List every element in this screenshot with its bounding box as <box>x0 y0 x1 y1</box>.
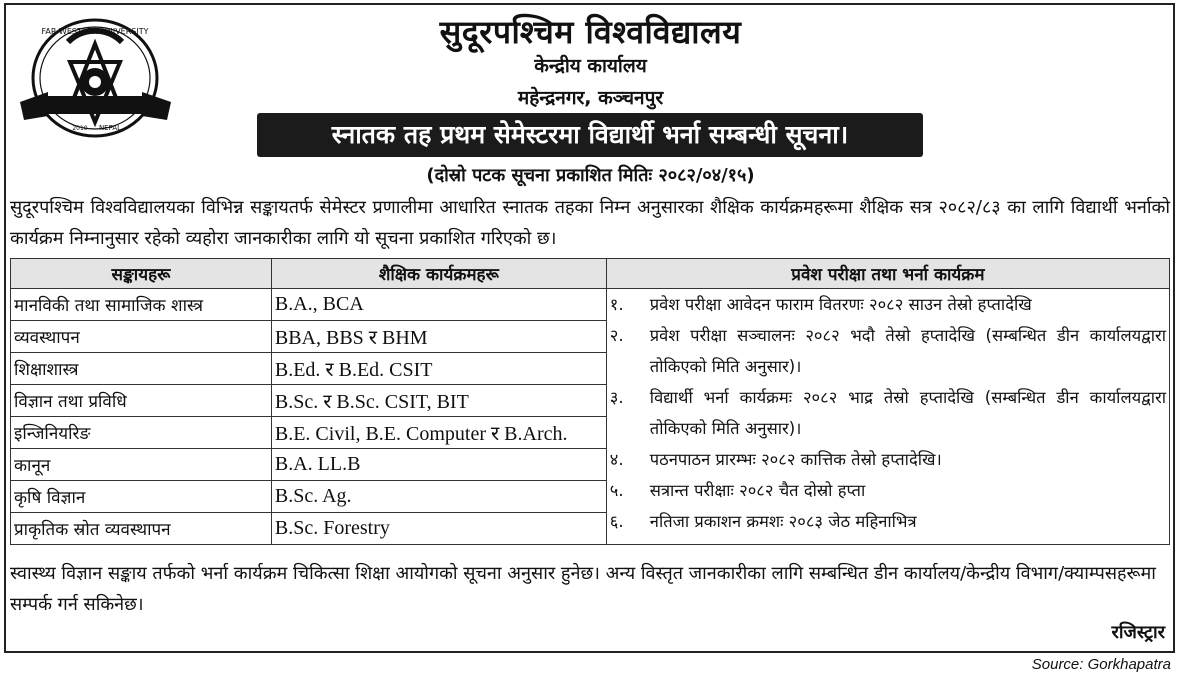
faculty-cell: कानून <box>11 449 272 481</box>
notice-title: स्नातक तह प्रथम सेमेस्टरमा विद्यार्थी भर्ना सम्बन्धी सूचना। <box>257 113 923 157</box>
publish-note: (दोस्रो पटक सूचना प्रकाशित मितिः २०८२/०४/१५) <box>426 165 755 186</box>
faculty-cell: प्राकृतिक स्रोत व्यवस्थापन <box>11 513 272 545</box>
programs-cell: B.Sc. Ag. <box>271 481 606 513</box>
header-schedule: प्रवेश परीक्षा तथा भर्ना कार्यक्रम <box>606 259 1169 289</box>
programs-table <box>10 258 1170 545</box>
faculty-cell: व्यवस्थापन <box>11 321 272 353</box>
source-credit: Source: Gorkhapatra <box>1031 656 1171 673</box>
schedule-item: ६. नतिजा प्रकाशन क्रमशः २०८३ जेठ महिनाभित्र <box>609 512 917 531</box>
programs-cell: BBA, BBS र BHM <box>271 321 606 353</box>
table-header-row <box>11 259 1170 289</box>
header-programs: शैक्षिक कार्यक्रमहरू <box>271 259 606 289</box>
faculty-cell: इन्जिनियरिङ <box>11 417 272 449</box>
schedule-item: ४. पठनपाठन प्रारम्भः २०८२ कात्तिक तेस्रो हप्तादेखि। <box>609 450 942 469</box>
header-faculties: सङ्कायहरू <box>11 259 272 289</box>
programs-cell: B.A. LL.B <box>271 449 606 481</box>
schedule-item: ३. विद्यार्थी भर्ना कार्यक्रमः २०८२ भाद्र तेस्रो हप्तादेखि (सम्बन्धित डीन कार्यालयद्वारा तोकिएको मिति अनुसार)। <box>609 388 1166 438</box>
logo-text-bottom: NEPAL <box>98 124 122 132</box>
logo-text-est: 2010 <box>72 125 88 132</box>
faculty-cell: कृषि विज्ञान <box>11 481 272 513</box>
schedule-cell <box>606 289 1169 545</box>
intro-paragraph: सुदूरपश्चिम विश्वविद्यालयका विभिन्न सङ्कायतर्फ सेमेस्टर प्रणालीमा आधारित स्नातक तहका निम्न अनुसारका शैक्षिक कार्यक्रमहरूमा शैक्षिक सत्र २०८२/८३ का लागि विद्यार्थी भर्नाको कार्यक्रम निम्नानुसार रहेको व्यहोरा जानकारीका लागि यो सूचना प्रकाशित गरिएको छ। <box>10 197 1170 249</box>
programs-cell: B.Sc. Forestry <box>271 513 606 545</box>
programs-cell: B.Sc. र B.Sc. CSIT, BIT <box>271 385 606 417</box>
signature: रजिस्ट्रार <box>1111 622 1165 643</box>
footer-note: स्वास्थ्य विज्ञान सङ्काय तर्फको भर्ना कार्यक्रम चिकित्सा शिक्षा आयोगको सूचना अनुसार हुनेछ। अन्य विस्तृत जानकारीका लागि सम्बन्धित डीन कार्यालय/केन्द्रीय विभाग/क्याम्पसहरूमा सम्पर्क गर्न सकिनेछ। <box>10 563 1156 615</box>
logo-text-top: FAR WESTERN UNIVERSITY <box>41 27 149 36</box>
schedule-item: २. प्रवेश परीक्षा सञ्चालनः २०८२ भदौ तेस्रो हप्तादेखि (सम्बन्धित डीन कार्यालयद्वारा तोकिएको मिति अनुसार)। <box>609 326 1166 376</box>
university-name: सुदूरपश्चिम विश्वविद्यालय <box>439 13 742 51</box>
table-row <box>11 289 1170 321</box>
faculty-cell: शिक्षाशास्त्र <box>11 353 272 385</box>
schedule-item: ५. सत्रान्त परीक्षाः २०८२ चैत दोस्रो हप्ता <box>609 481 866 500</box>
office-name: केन्द्रीय कार्यालय <box>534 55 647 77</box>
programs-cell: B.E. Civil, B.E. Computer र B.Arch. <box>271 417 606 449</box>
faculty-cell: मानविकी तथा सामाजिक शास्त्र <box>11 289 272 321</box>
programs-cell: B.A., BCA <box>271 289 606 321</box>
schedule-item: १. प्रवेश परीक्षा आवेदन फाराम वितरणः २०८२ साउन तेस्रो हप्तादेखि <box>609 295 1032 314</box>
programs-cell: B.Ed. र B.Ed. CSIT <box>271 353 606 385</box>
faculty-cell: विज्ञान तथा प्रविधि <box>11 385 272 417</box>
office-location: महेन्द्रनगर, कञ्चनपुर <box>517 87 664 109</box>
